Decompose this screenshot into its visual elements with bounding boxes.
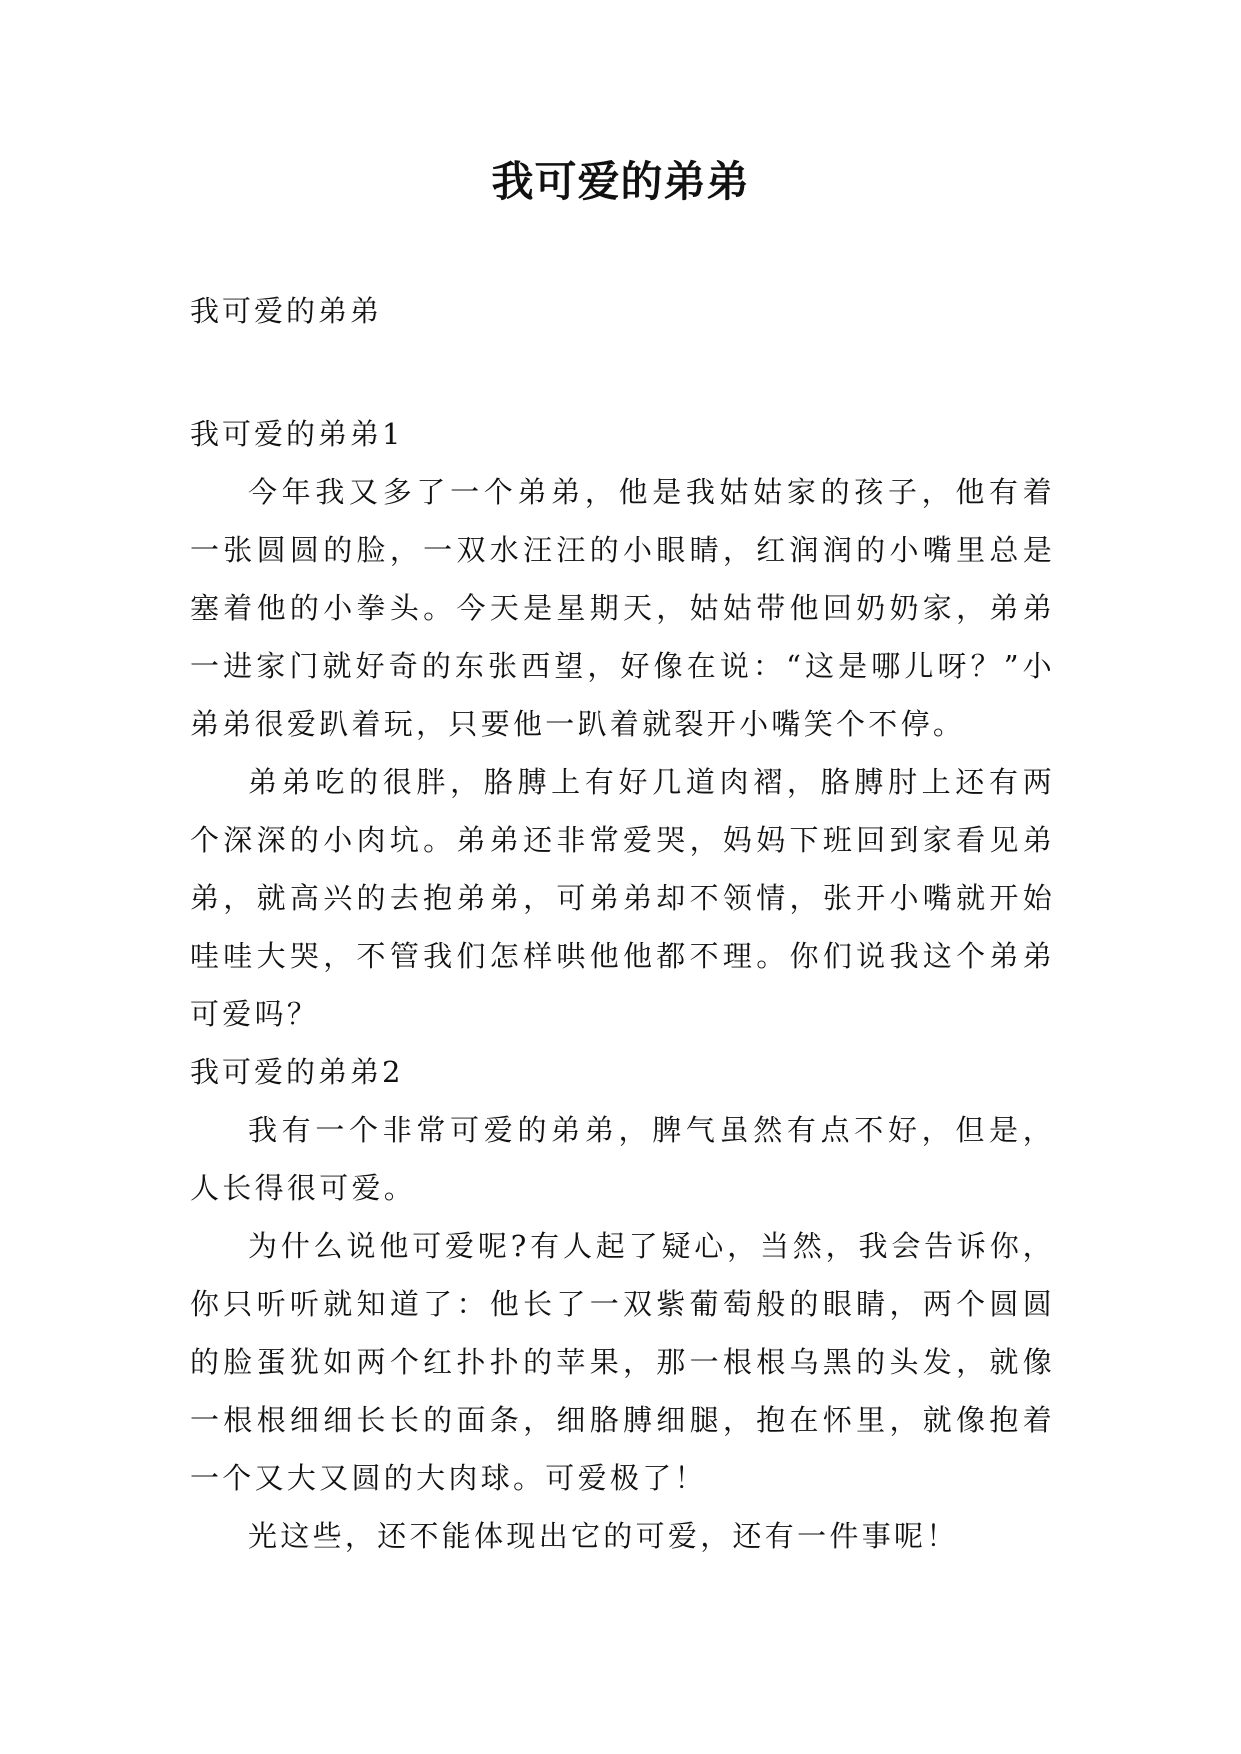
section-heading: 我可爱的弟弟2 <box>190 1055 404 1089</box>
paragraph: 光这些，还不能体现出它的可爱，还有一件事呢！ <box>248 1519 959 1553</box>
document-title: 我可爱的弟弟 <box>491 157 750 206</box>
section-heading: 我可爱的弟弟1 <box>190 417 404 451</box>
paragraph: 为什么说他可爱呢?有人起了疑心，当然，我会告诉你，你只听听就知道了：他长了一双紫葡萄般的眼睛，两个圆圆的脸蛋犹如两个红扑扑的苹果，那一根根乌黑的头发，就像一根根细细长长的面条，细胳膊细腿，抱在怀里，就像抱着一个又大又圆的大肉球。可爱极了！ <box>190 1229 1055 1495</box>
document-subtitle: 我可爱的弟弟 <box>190 294 383 328</box>
paragraph: 今年我又多了一个弟弟，他是我姑姑家的孩子，他有着一张圆圆的脸，一双水汪汪的小眼睛，红润润的小嘴里总是塞着他的小拳头。今天是星期天，姑姑带他回奶奶家，弟弟一进家门就好奇的东张西望，好像在说：“这是哪儿呀？”小弟弟很爱趴着玩，只要他一趴着就裂开小嘴笑个不停。 <box>190 475 1055 741</box>
document-body <box>190 405 1055 1565</box>
paragraph: 弟弟吃的很胖，胳膊上有好几道肉褶，胳膊肘上还有两个深深的小肉坑。弟弟还非常爱哭，妈妈下班回到家看见弟弟，就高兴的去抱弟弟，可弟弟却不领情，张开小嘴就开始哇哇大哭，不管我们怎样哄他他都不理。你们说我这个弟弟可爱吗？ <box>190 765 1055 1031</box>
paragraph: 我有一个非常可爱的弟弟，脾气虽然有点不好，但是，人长得很可爱。 <box>190 1113 1055 1205</box>
